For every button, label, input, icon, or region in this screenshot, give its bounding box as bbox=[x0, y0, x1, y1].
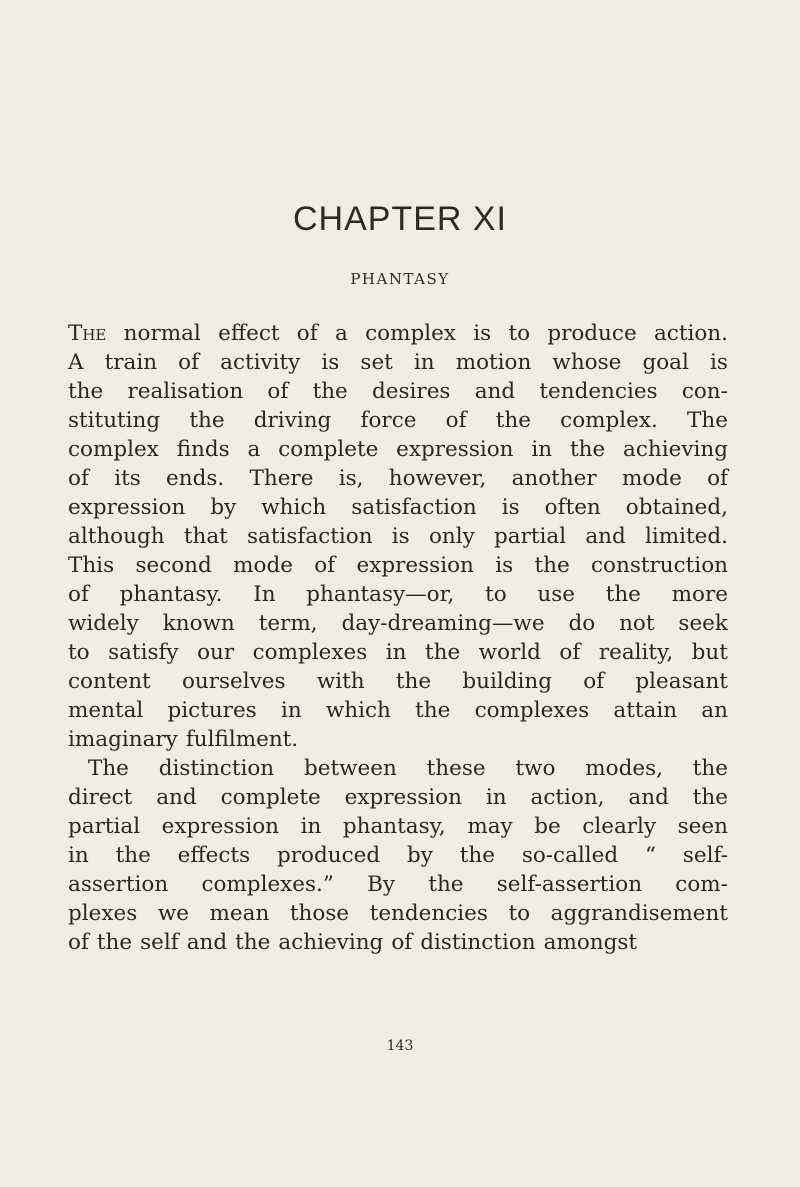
text-line: to satisfy our complexes in the world of reality, but bbox=[68, 640, 728, 665]
text-line: plexes we mean those tendencies to aggrandisement bbox=[68, 901, 728, 926]
text-line: A train of activity is set in motion whose goal is bbox=[68, 350, 728, 375]
text-line: assertion complexes.” By the self-assertion com- bbox=[68, 872, 728, 897]
text-line: of the self and the achieving of distinction amongst bbox=[68, 930, 638, 955]
text-line: complex finds a complete expression in the achieving bbox=[68, 437, 728, 462]
paragraph-2 bbox=[68, 754, 728, 957]
section-title: PHANTASY bbox=[350, 270, 450, 288]
body-text bbox=[68, 319, 728, 957]
text-line: widely known term, day-dreaming—we do not seek bbox=[68, 611, 728, 636]
page-number: 143 bbox=[386, 1038, 414, 1054]
text-line: The distinction between these two modes, the bbox=[88, 756, 728, 781]
text-line: imaginary fulfilment. bbox=[68, 727, 299, 752]
text-line: The normal effect of a complex is to produce action. bbox=[68, 321, 728, 346]
text-line: in the effects produced by the so-called “ self- bbox=[68, 843, 728, 868]
text-line: the realisation of the desires and tendencies con- bbox=[68, 379, 728, 404]
text-line: although that satisfaction is only partial and limited. bbox=[68, 524, 728, 549]
text-line: of its ends. There is, however, another mode of bbox=[68, 466, 728, 491]
text-line: of phantasy. In phantasy—or, to use the more bbox=[68, 582, 728, 607]
text-line: stituting the driving force of the complex. The bbox=[68, 408, 728, 433]
text-line: mental pictures in which the complexes attain an bbox=[68, 698, 728, 723]
text-line: direct and complete expression in action, and the bbox=[68, 785, 728, 810]
text-line: expression by which satisfaction is often obtained, bbox=[68, 495, 728, 520]
text-line: content ourselves with the building of pleasant bbox=[68, 669, 728, 694]
text-line: This second mode of expression is the construction bbox=[68, 553, 728, 578]
text-line: partial expression in phantasy, may be clearly seen bbox=[68, 814, 728, 839]
paragraph-1 bbox=[68, 319, 728, 754]
chapter-title: CHAPTER XI bbox=[292, 200, 508, 238]
